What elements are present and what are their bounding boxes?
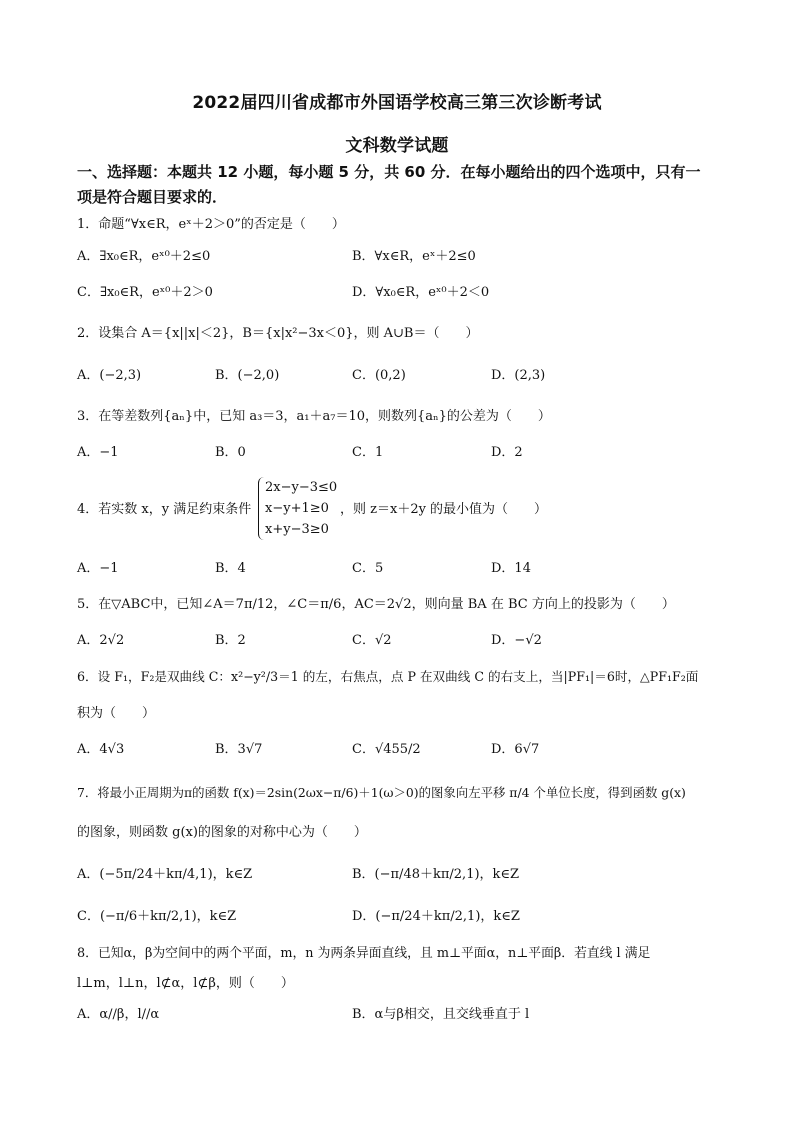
- question-7-option-a: A．(−5π/24＋kπ/4,1)，k∈Z: [77, 867, 253, 882]
- question-6-option-a: A．4√3: [77, 742, 125, 757]
- question-8-stem-line2: l⊥m，l⊥n，l⊄α，l⊄β，则（ ）: [77, 976, 294, 991]
- question-4-option-c: C．5: [352, 561, 384, 576]
- question-4-constraint-1: 2x−y−3≤0: [265, 480, 338, 495]
- question-4-stem-after: ，则 z＝x＋2y 的最小值为（ ）: [340, 502, 548, 517]
- question-6-option-d: D．6√7: [491, 742, 540, 757]
- question-7-option-b: B．(−π/48＋kπ/2,1)，k∈Z: [352, 867, 520, 882]
- question-5-option-b: B．2: [215, 633, 246, 648]
- question-4-stem-before: 4．若实数 x，y 满足约束条件: [77, 502, 252, 517]
- question-1-option-c: C．∃x₀∈R，eˣ⁰＋2＞0: [77, 285, 213, 300]
- question-2-option-d: D．(2,3): [491, 368, 546, 383]
- question-7-stem-line1: 7．将最小正周期为π的函数 f(x)＝2sin(2ωx−π/6)＋1(ω＞0)的图象向左平移 π/4 个单位长度，得到函数 g(x): [77, 785, 686, 800]
- question-1-option-d: D．∀x₀∈R，eˣ⁰＋2＜0: [352, 285, 490, 300]
- page-subtitle: 文科数学试题: [345, 136, 449, 156]
- question-6-option-b: B．3√7: [215, 742, 263, 757]
- question-3-option-a: A．−1: [77, 445, 119, 460]
- question-5-stem: 5．在▽ABC中，已知∠A＝7π/12，∠C＝π/6，AC＝2√2，则向量 BA 在 BC 方向上的投影为（ ）: [77, 597, 675, 612]
- question-6-stem-line1: 6．设 F₁，F₂是双曲线 C：x²−y²/3＝1 的左，右焦点，点 P 在双曲线 C 的右支上，当|PF₁|＝6时，△PF₁F₂面: [77, 669, 699, 684]
- question-4-constraint-3: x+y−3≥0: [265, 522, 329, 537]
- section-heading-line2: 项是符合题目要求的．: [77, 188, 228, 206]
- question-2-option-c: C．(0,2): [352, 368, 406, 383]
- question-3-stem: 3．在等差数列{aₙ}中，已知 a₃＝3，a₁＋a₇＝10，则数列{aₙ}的公差为（ ）: [77, 409, 551, 424]
- question-4-option-b: B．4: [215, 561, 246, 576]
- question-3-option-d: D．2: [491, 445, 523, 460]
- question-8-option-b: B．α与β相交，且交线垂直于 l: [352, 1007, 530, 1022]
- question-6-stem-line2: 积为（ ）: [77, 706, 156, 721]
- question-5-option-d: D．−√2: [491, 633, 542, 648]
- question-6-option-c: C．√455/2: [352, 742, 421, 757]
- question-2-option-a: A．(−2,3): [77, 368, 142, 383]
- question-1-stem: 1．命题“∀x∈R，eˣ＋2＞0”的否定是（ ）: [77, 217, 345, 232]
- question-1-option-a: A．∃x₀∈R，eˣ⁰＋2≤0: [77, 249, 211, 264]
- question-4-constraint-2: x−y+1≥0: [265, 501, 329, 516]
- question-7-stem-line2: 的图象，则函数 g(x)的图象的对称中心为（ ）: [77, 825, 367, 840]
- question-3-option-c: C．1: [352, 445, 384, 460]
- question-8-stem-line1: 8．已知α，β为空间中的两个平面，m，n 为两条异面直线，且 m⊥平面α，n⊥平面β．若直线 l 满足: [77, 946, 651, 961]
- question-4-option-d: D．14: [491, 561, 531, 576]
- question-7-option-d: D．(−π/24＋kπ/2,1)，k∈Z: [352, 909, 520, 924]
- question-3-option-b: B．0: [215, 445, 246, 460]
- question-7-option-c: C．(−π/6＋kπ/2,1)，k∈Z: [77, 909, 237, 924]
- page-title: 2022届四川省成都市外国语学校高三第三次诊断考试: [192, 93, 602, 113]
- question-5-option-a: A．2√2: [77, 633, 125, 648]
- question-8-option-a: A．α//β，l//α: [77, 1007, 160, 1022]
- section-heading-line1: 一、选择题：本题共 12 小题，每小题 5 分，共 60 分．在每小题给出的四个选项中，只有一: [77, 163, 701, 181]
- question-4-option-a: A．−1: [77, 561, 119, 576]
- question-1-option-b: B．∀x∈R，eˣ＋2≤0: [352, 249, 476, 264]
- question-2-option-b: B．(−2,0): [215, 368, 280, 383]
- question-5-option-c: C．√2: [352, 633, 392, 648]
- question-2-stem: 2．设集合 A＝{x||x|＜2}，B＝{x|x²−3x＜0}，则 A∪B＝（ ）: [77, 326, 479, 341]
